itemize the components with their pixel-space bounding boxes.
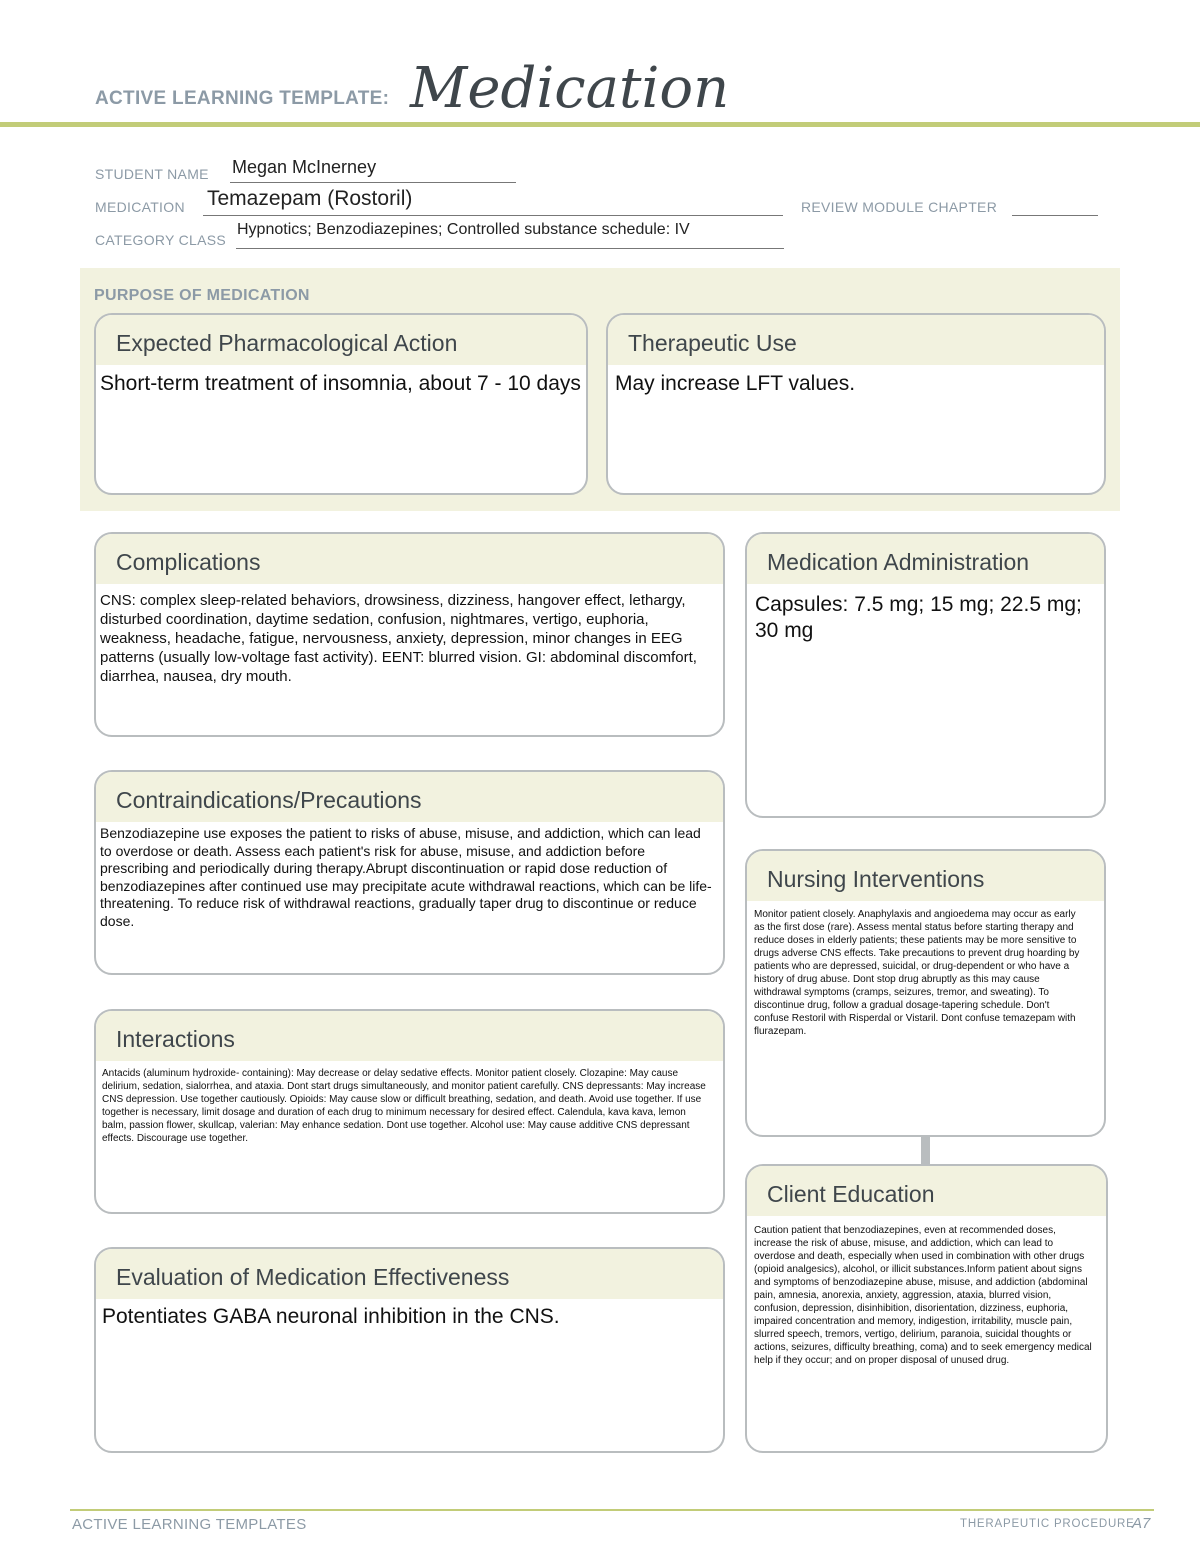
evaluation-title: Evaluation of Medication Effectiveness — [96, 1249, 723, 1299]
administration-card — [745, 532, 1106, 818]
complications-text[interactable]: CNS: complex sleep-related behaviors, drowsiness, dizziness, hangover effect, lethargy, disturbed coordination, daytime sedation, confusion, nightmares, vertigo, euphoria, weakness, headache, fatigue, nervousness, anxiety, depression, minor changes in EEG patterns (usually low-voltage fast activity). EENT: blurred vision. GI: abdominal discomfort, diarrhea, nausea, dry mouth. — [100, 592, 697, 685]
review-module-label: REVIEW MODULE CHAPTER — [801, 199, 998, 215]
expected-action-title: Expected Pharmacological Action — [96, 315, 586, 365]
administration-title: Medication Administration — [747, 534, 1104, 584]
category-class-label: CATEGORY CLASS — [95, 232, 227, 248]
student-name-field[interactable] — [230, 157, 516, 183]
nursing-interventions-title: Nursing Interventions — [747, 851, 1104, 901]
student-name-value: Megan McInerney — [232, 157, 377, 177]
evaluation-text[interactable]: Potentiates GABA neuronal inhibition in the CNS. — [102, 1305, 560, 1328]
footer-rule — [70, 1509, 1154, 1511]
expected-action-card — [94, 313, 588, 495]
contraindications-card — [94, 770, 725, 975]
template-title: Medication — [410, 56, 730, 121]
review-module-field[interactable] — [1012, 192, 1098, 216]
complications-title: Complications — [96, 534, 723, 584]
contraindications-title: Contraindications/Precautions — [96, 772, 723, 822]
category-class-value: Hypnotics; Benzodiazepines; Controlled substance schedule: IV — [237, 221, 690, 238]
therapeutic-use-card — [606, 313, 1106, 495]
nursing-interventions-card — [745, 849, 1106, 1137]
client-education-card — [745, 1164, 1108, 1453]
medication-field[interactable] — [203, 187, 783, 216]
footer-left: ACTIVE LEARNING TEMPLATES — [72, 1516, 307, 1533]
card-connector — [921, 1136, 930, 1164]
therapeutic-use-title: Therapeutic Use — [608, 315, 1104, 365]
purpose-label: PURPOSE OF MEDICATION — [94, 287, 310, 304]
client-education-title: Client Education — [747, 1166, 1106, 1216]
evaluation-card — [94, 1247, 725, 1453]
expected-action-text[interactable]: Short-term treatment of insomnia, about 7 - 10 days — [100, 372, 581, 395]
medication-value: Temazepam (Rostoril) — [207, 187, 413, 210]
category-class-field[interactable] — [236, 221, 784, 249]
page-number: A7 — [1132, 1515, 1151, 1532]
complications-card — [94, 532, 725, 737]
contraindications-text[interactable]: Benzodiazepine use exposes the patient to risks of abuse, misuse, and addiction, which can lead to overdose or death. Assess each patient's risk for abuse, misuse, and addiction before prescribing and periodically during therapy.Abrupt discontinuation or rapid dose reduction of benzodiazepines after continued use may precipitate acute withdrawal reactions, which can be life-threatening. To reduce risk of withdrawal reactions, gradually taper drug to discontinue or reduce dose. — [100, 825, 712, 929]
medication-label: MEDICATION — [95, 199, 185, 215]
footer-right: THERAPEUTIC PROCEDURE — [960, 1518, 1135, 1530]
client-education-text[interactable]: Caution patient that benzodiazepines, even at recommended doses, increase the risk of abuse, misuse, and addiction, which can lead to overdose and death, especially when used in combination with other drugs (opioid analgesics), alcohol, or illicit substances.Inform patient about signs and symptoms of benzodiazepine abuse, misuse, and addiction (abdominal pain, amnesia, anorexia, anxiety, aggression, ataxia, blurred vision, confusion, depression, disinhibition, disorientation, dizziness, euphoria, impaired concentration and memory, indigestion, irritability, muscle pain, slurred speech, tremors, vertigo, delirium, paranoia, suicidal thoughts or actions, seizures, difficulty breathing, coma) and to seek emergency medical help if they occur; and on proper disposal of unused drug. — [754, 1225, 1092, 1366]
administration-text[interactable]: Capsules: 7.5 mg; 15 mg; 22.5 mg; 30 mg — [755, 593, 1082, 642]
nursing-interventions-text[interactable]: Monitor patient closely. Anaphylaxis and angioedema may occur as early as the first dose (rare). Assess mental status before starting therapy and reduce doses in elderly patients; these patients may be more sensitive to drugs adverse CNS effects. Take precautions to prevent drug hoarding by patients who are depressed, suicidal, or drug-dependent or who have a history of drug abuse. Dont stop drug abruptly as this may cause withdrawal symptoms (cramps, seizures, tremor, and sweating). To discontinue drug, follow a gradual dosage-tapering schedule. Don't confuse Restoril with Risperdal or Vistaril. Dont confuse temazepam with flurazepam. — [754, 909, 1080, 1037]
interactions-title: Interactions — [96, 1011, 723, 1061]
template-label: ACTIVE LEARNING TEMPLATE: — [95, 88, 390, 109]
interactions-card — [94, 1009, 725, 1214]
student-name-label: STUDENT NAME — [95, 166, 209, 182]
therapeutic-use-text[interactable]: May increase LFT values. — [615, 372, 856, 395]
interactions-text[interactable]: Antacids (aluminum hydroxide- containing): May decrease or delay sedative effects. Monitor patient closely. Clozapine: May cause delirium, sedation, sialorrhea, and ataxia. Dont start drugs simultaneously, and monitor patient carefully. CNS depressants: May increase CNS depression. Use together cautiously. Opioids: May cause slow or difficult breathing, sedation, and death. Avoid use together. If use together is necessary, limit dosage and duration of each drug to minimum necessary for desired effect. Calendula, kava kava, lemon balm, passion flower, skullcap, valerian: May enhance sedation. Dont use together. Alcohol use: May cause additive CNS depressant effects. Discourage use together. — [102, 1068, 706, 1144]
header-rule — [0, 122, 1200, 127]
